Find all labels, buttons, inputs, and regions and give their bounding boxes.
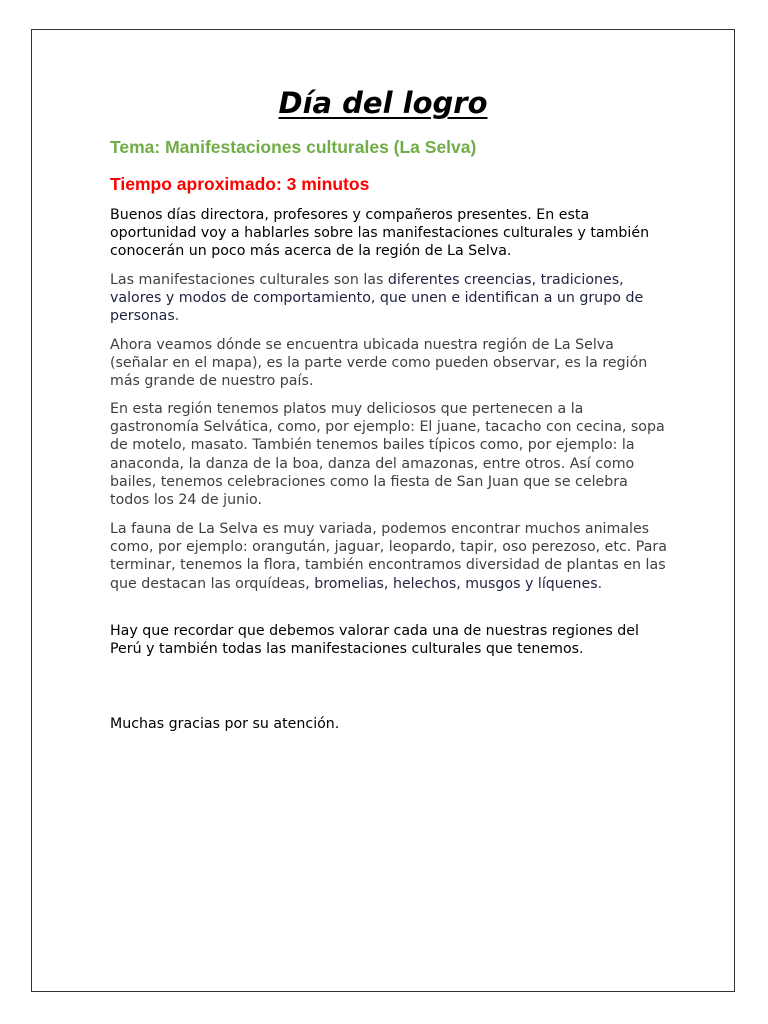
paragraph-definition-end: . [174, 308, 180, 325]
topic-heading: Tema: Manifestaciones culturales (La Selva) [110, 137, 477, 157]
document-title: Día del logro [278, 86, 488, 120]
paragraph-thanks: Muchas gracias por su atención. [110, 716, 340, 732]
time-heading: Tiempo aproximado: 3 minutos [110, 174, 370, 194]
paragraph-fauna-flora [110, 520, 670, 593]
paragraph-definition [110, 271, 670, 326]
paragraph-location: Ahora veamos dónde se encuentra ubicada nuestra región de La Selva (señalar en el mapa), es la parte verde como pueden observar, es la región más grande de nuestro país. [110, 337, 648, 390]
paragraph-fauna-text: La fauna de La Selva es muy variada, podemos encontrar muchos animales como, por ejemplo: orangután, jaguar, leopardo, tapir, oso perezoso, etc. Para terminar, tenemos la flora, también encontramos diversidad de plantas en las que destacan las orquídeas [110, 521, 667, 592]
document-page [31, 29, 735, 992]
paragraph-fauna-end: . [597, 575, 603, 592]
paragraph-flora-highlight: , bromelias, helechos, musgos y líquenes [305, 575, 598, 592]
paragraph-definition-intro: Las manifestaciones culturales son las [110, 272, 388, 288]
paragraph-conclusion: Hay que recordar que debemos valorar cada una de nuestras regiones del Perú y también todas las manifestaciones culturales que tenemos. [110, 623, 639, 658]
paragraph-greeting: Buenos días directora, profesores y compañeros presentes. En esta oportunidad voy a hablarles sobre las manifestaciones culturales y también conocerán un poco más acerca de la región de La Selva. [110, 207, 650, 260]
paragraph-gastronomy: En esta región tenemos platos muy deliciosos que pertenecen a la gastronomía Selvática, como, por ejemplo: El juane, tacacho con cecina, sopa de motelo, masato. También tenemos bailes típicos como, por ejemplo: la anaconda, la danza de la boa, danza del amazonas, entre otros. Así como bailes, tenemos celebraciones como la fiesta de San Juan que se celebra todos los 24 de junio. [110, 401, 665, 509]
paragraph-definition-highlight: diferentes creencias, tradiciones, valores y modos de comportamiento, que unen e identifican a un grupo de personas [110, 272, 644, 325]
